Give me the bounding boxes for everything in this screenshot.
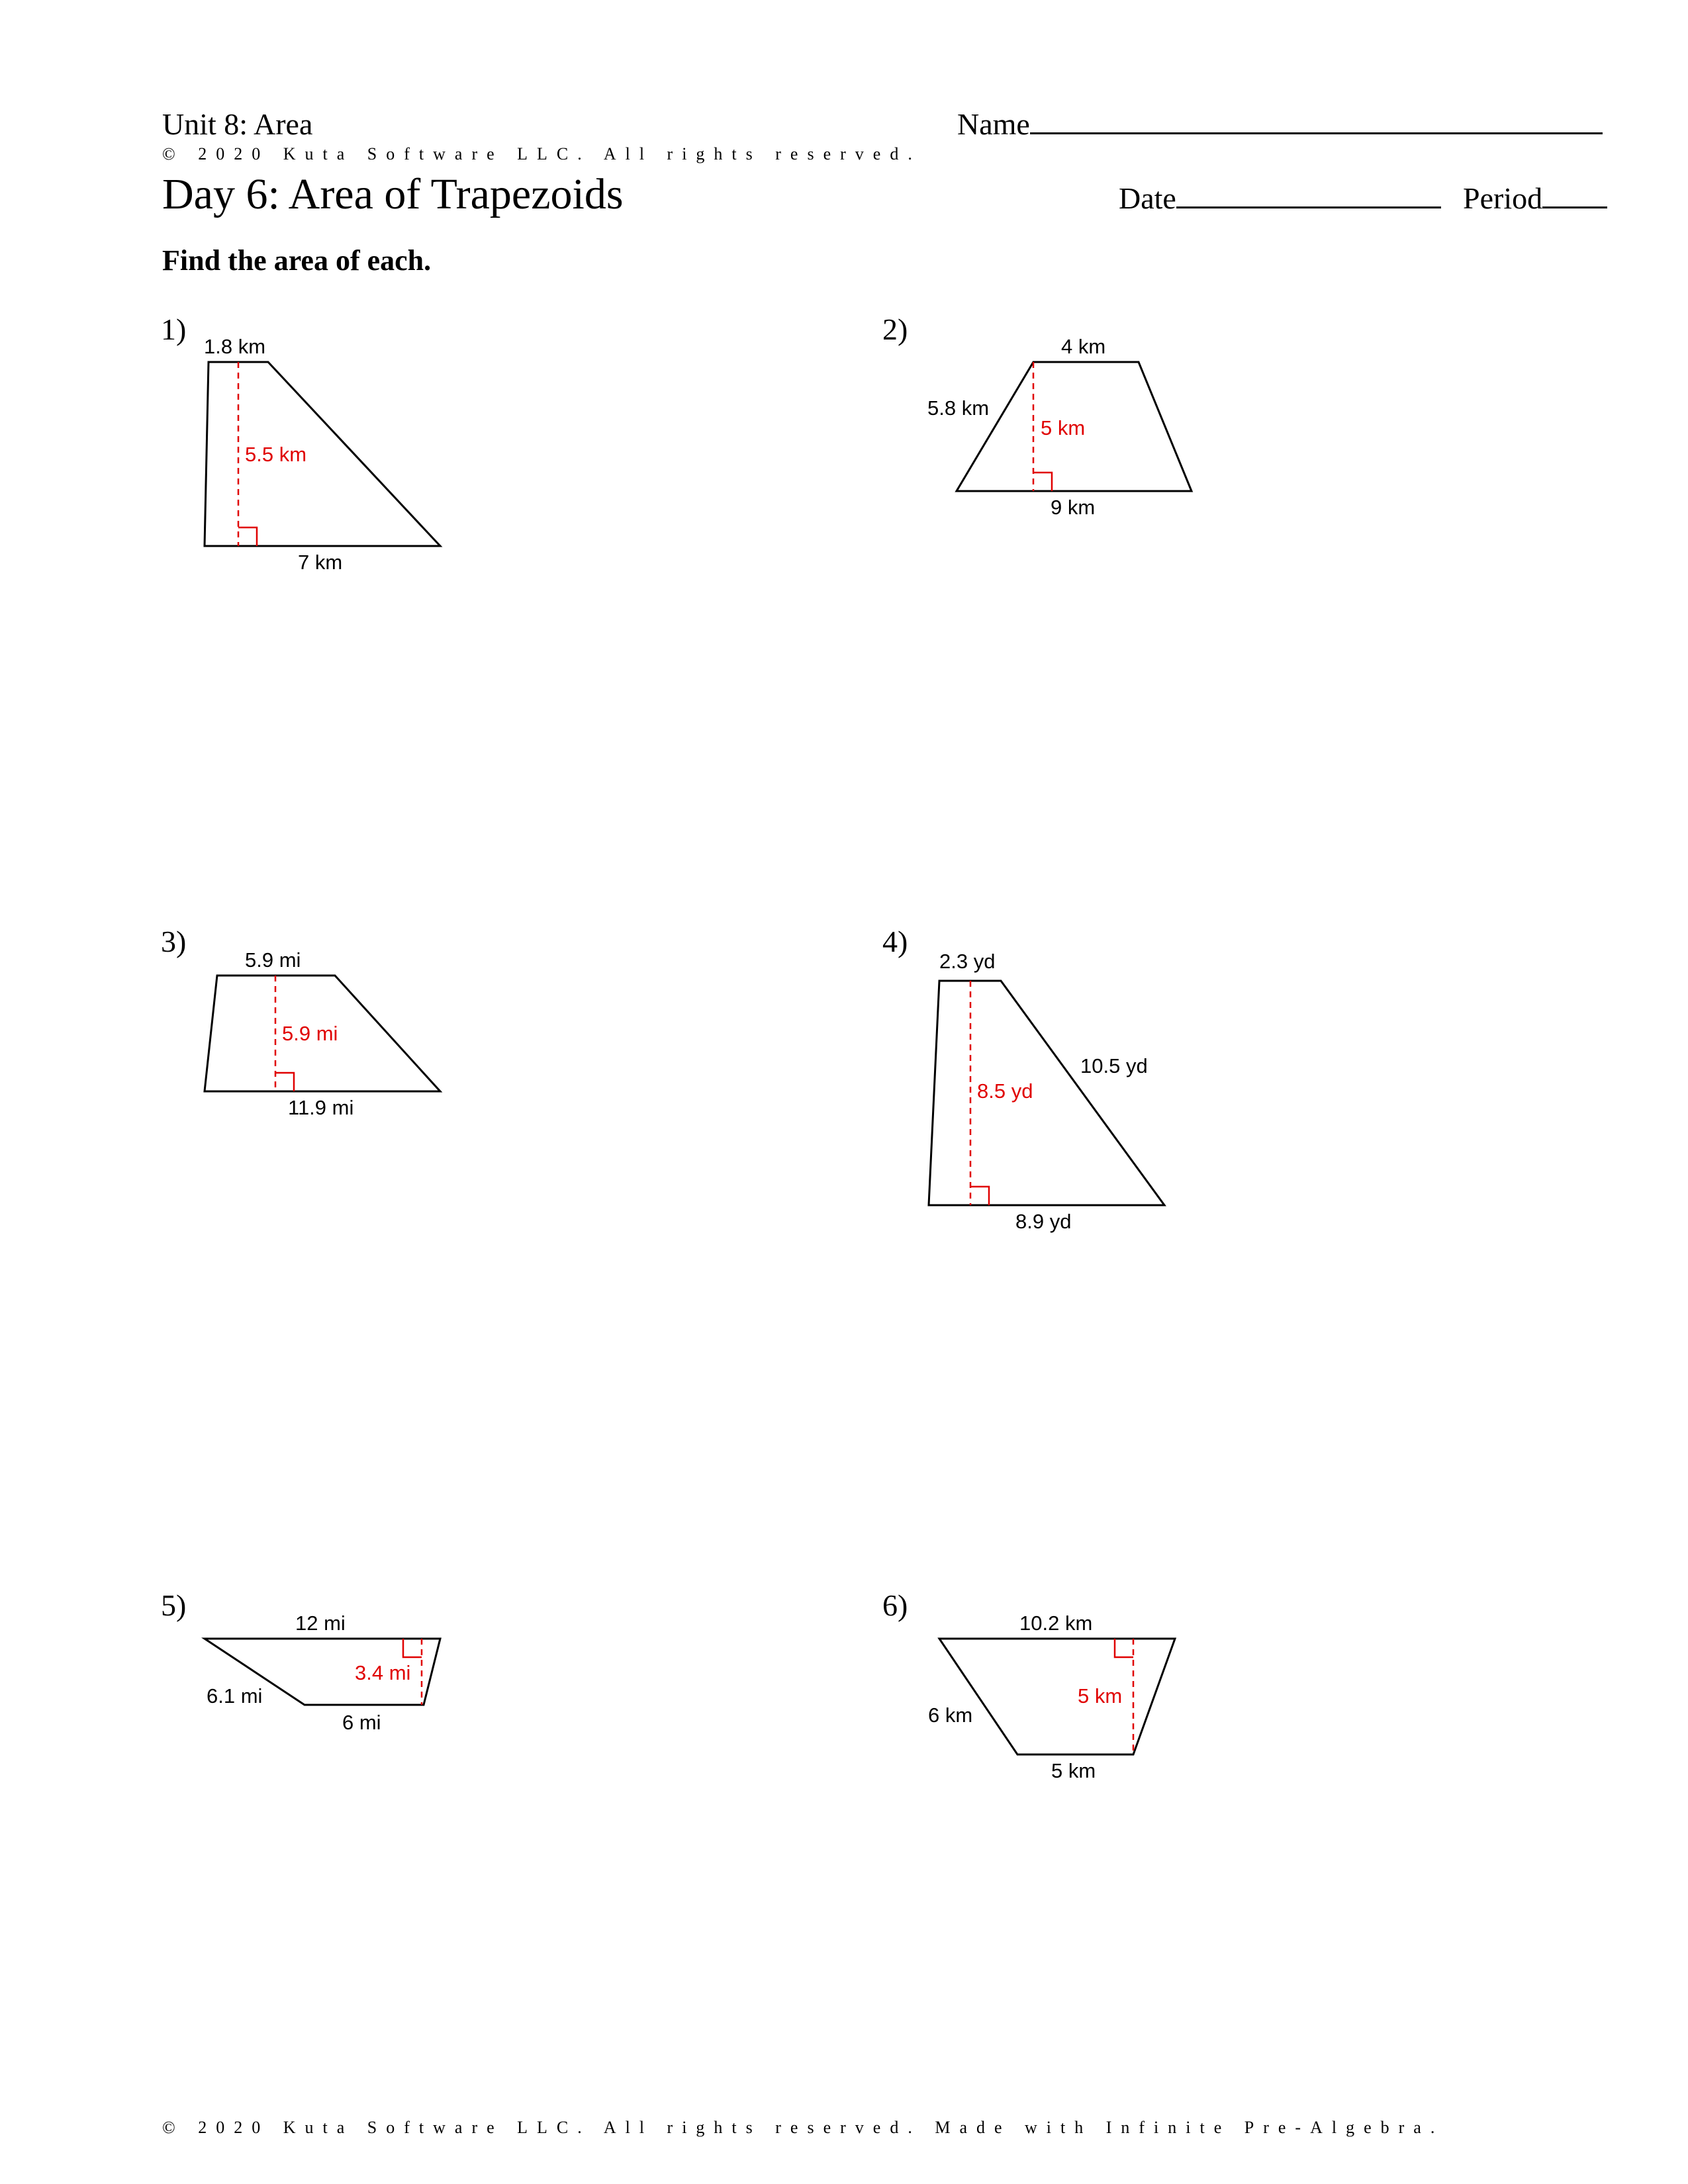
problem-1-figure [204,335,440,574]
problem-2-figure [927,335,1192,519]
problem-3-figure [205,948,440,1119]
trapezoid-2-right-angle [1033,473,1052,491]
header-copyright: © 2020 Kuta Software LLC. All rights reserved. [162,144,921,163]
trapezoid-5-height-label: 3.4 mi [355,1661,411,1684]
trapezoid-5-bottom-label: 6 mi [342,1711,381,1734]
trapezoid-3-top-label: 5.9 mi [245,948,301,972]
trapezoid-5-right-angle [403,1639,422,1657]
trapezoid-6-outline [939,1639,1175,1754]
trapezoid-4-outline [929,981,1164,1205]
trapezoid-6-bottom-label: 5 km [1051,1759,1096,1782]
problem-2-number: 2) [882,312,908,346]
trapezoid-2-side-label: 5.8 km [927,396,990,420]
problem-1-number: 1) [161,312,187,346]
trapezoid-1-top-label: 1.8 km [204,335,266,358]
problem-5-number: 5) [161,1588,187,1622]
page-title: Day 6: Area of Trapezoids [162,170,624,218]
trapezoid-1-right-angle [238,527,257,546]
trapezoid-6-side-label: 6 km [928,1704,973,1727]
trapezoid-1-outline [205,362,440,546]
problem-5-figure [205,1612,440,1734]
problem-6-number: 6) [882,1588,908,1622]
problem-4-figure [929,950,1164,1233]
trapezoid-6-right-angle [1115,1639,1133,1657]
instructions: Find the area of each. [162,244,432,277]
trapezoid-4-height-label: 8.5 yd [977,1079,1033,1103]
trapezoid-4-side-label: 10.5 yd [1080,1054,1148,1077]
trapezoid-5-side-label: 6.1 mi [207,1684,263,1707]
trapezoid-4-bottom-label: 8.9 yd [1015,1210,1072,1233]
trapezoid-2-bottom-label: 9 km [1051,496,1096,519]
trapezoid-3-height-label: 5.9 mi [282,1022,338,1045]
trapezoid-6-height-label: 5 km [1078,1684,1123,1707]
trapezoid-2-top-label: 4 km [1061,335,1106,358]
period-label: Period [1463,181,1543,215]
name-label: Name [957,107,1030,141]
trapezoid-5-top-label: 12 mi [295,1612,346,1635]
trapezoid-4-right-angle [970,1187,989,1205]
problem-3-number: 3) [161,925,187,958]
trapezoid-1-height-label: 5.5 km [245,443,307,466]
trapezoid-2-height-label: 5 km [1041,416,1086,439]
trapezoid-4-top-label: 2.3 yd [939,950,996,973]
trapezoid-3-bottom-label: 11.9 mi [288,1096,354,1119]
problem-6-figure [928,1612,1175,1782]
problem-4-number: 4) [882,925,908,958]
trapezoid-3-right-angle [275,1073,294,1091]
footer-copyright: © 2020 Kuta Software LLC. All rights reserved. Made with Infinite Pre-Algebra. [162,2118,1444,2137]
trapezoid-6-top-label: 10.2 km [1019,1612,1093,1635]
date-label: Date [1119,181,1176,215]
unit-label: Unit 8: Area [162,107,313,141]
trapezoid-1-bottom-label: 7 km [298,551,343,574]
